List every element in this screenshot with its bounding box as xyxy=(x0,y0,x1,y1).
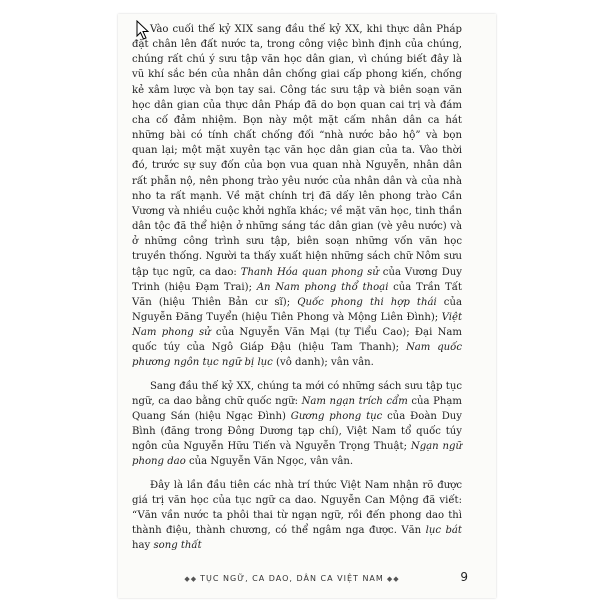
italic-title-run: Gương phong tục xyxy=(290,410,383,422)
italic-title-run: song thất xyxy=(153,540,202,552)
paragraph xyxy=(132,379,462,470)
body-text xyxy=(132,22,462,561)
text-run: Vào cuối thế kỷ XIX sang đầu thế kỷ XX, khi thực dân Pháp đặt chân lên đất nước ta, trong công việc bình định của chúng, chúng rất chú ý sưu tập văn học dân gian, vì chúng biết đây là vũ khí sắc bén của nhân dân chống giai cấp phong kiến, chống kẻ xâm lược và bọn tay sai. Công tác sưu tập và biên soạn văn học dân gian của thực dân Pháp đã do bọn quan cai trị và đám cha cố đảm nhiệm. Bọn này một mặt cấm nhân dân ca hát những bài có tính chất chống đối “nhà nước bảo hộ” và bọn quan lại; một mặt xuyên tạc văn học dân gian của ta. Vào thời đó, trước sự suy đốn của bọn vua quan nhà Nguyễn, nhân dân rất phẫn nộ, nên phong trào yêu nước của nhân dân và của nhà nho ta rất mạnh. Về mặt chính trị đã dấy lên phong trào Cần Vương và nhiều cuộc khởi nghĩa khác; về mặt văn học, tinh thần dân tộc đã thể hiện ở những sáng tác dân gian (vè yêu nước) và ở những công trình sưu tập, biên soạn những vốn văn học truyền thống. Người ta thấy xuất hiện những sách chữ Nôm sưu tập tục ngữ, ca dao: xyxy=(132,24,462,278)
italic-title-run: Quốc phong thi hợp thái xyxy=(297,296,437,308)
italic-title-run: lục bát xyxy=(425,525,462,536)
ornament-right-icon: ◆◆ xyxy=(386,575,400,583)
italic-title-run: An Nam phong thổ thoại xyxy=(256,281,389,293)
mouse-cursor-icon xyxy=(136,20,150,40)
italic-title-run: Nam quốc phương ngôn tục ngữ bị lục xyxy=(132,342,462,369)
italic-title-run: Thanh Hóa quan phong sử xyxy=(240,266,379,278)
text-run: Sang đầu thế kỷ XX, chúng ta mới có những sách sưu tập tục ngữ, ca dao bằng chữ quốc ngữ: xyxy=(132,380,462,407)
book-page xyxy=(118,14,496,598)
text-run: của Nguyễn Văn Mại (tự Tiểu Cao); Đại Nam quốc túy của Ngô Giáp Đậu (hiệu Tam Thanh); xyxy=(132,327,462,354)
text-run: (vô danh); vân vân. xyxy=(272,357,374,369)
italic-title-run: Việt Nam phong sử xyxy=(132,311,462,339)
text-run: của Đoàn Duy Bình (đăng trong Đông Dương tạp chí), Việt Nam tổ quốc túy ngôn của Nguyễn Hữu Tiến và Nguyễn Trọng Thuật; xyxy=(132,410,463,453)
text-run: của Phạm Quang Sán (hiệu Ngạc Đình) xyxy=(132,395,462,422)
text-run: Đây là lần đầu tiên các nhà trí thức Việt Nam nhận rõ được giá trị văn học của tục ngữ ca dao. Nguyễn Can Mộng đã viết: “Văn vần nước ta phôi thai từ ngạn ngữ, rồi đến phong dao thì thành điệu, thành chương, có thể ngâm nga được. Văn xyxy=(132,479,462,536)
page-footer xyxy=(132,572,468,588)
ornament-left-icon: ◆◆ xyxy=(184,575,198,583)
running-title: TỤC NGỮ, CA DAO, DÂN CA VIỆT NAM xyxy=(200,574,384,583)
italic-title-run: Ngạn ngữ phong dao xyxy=(132,441,462,468)
text-run: của Nguyễn Văn Ngọc, vân vân. xyxy=(185,456,354,468)
running-title-wrap xyxy=(132,574,452,583)
text-run: của Nguyễn Đăng Tuyển (hiệu Tiên Phong và Mộng Liên Đình); xyxy=(132,296,462,323)
text-run: hay xyxy=(132,540,154,552)
paragraph xyxy=(132,478,462,554)
italic-title-run: Nam ngạn trích cẩm xyxy=(301,395,408,407)
text-run: của Vương Duy Trinh (hiệu Đạm Trai); xyxy=(132,266,462,293)
page-number: 9 xyxy=(460,570,468,584)
text-run: của Trần Tất Văn (hiệu Thiên Bản cư sĩ); xyxy=(132,281,462,308)
paragraph xyxy=(132,22,462,371)
